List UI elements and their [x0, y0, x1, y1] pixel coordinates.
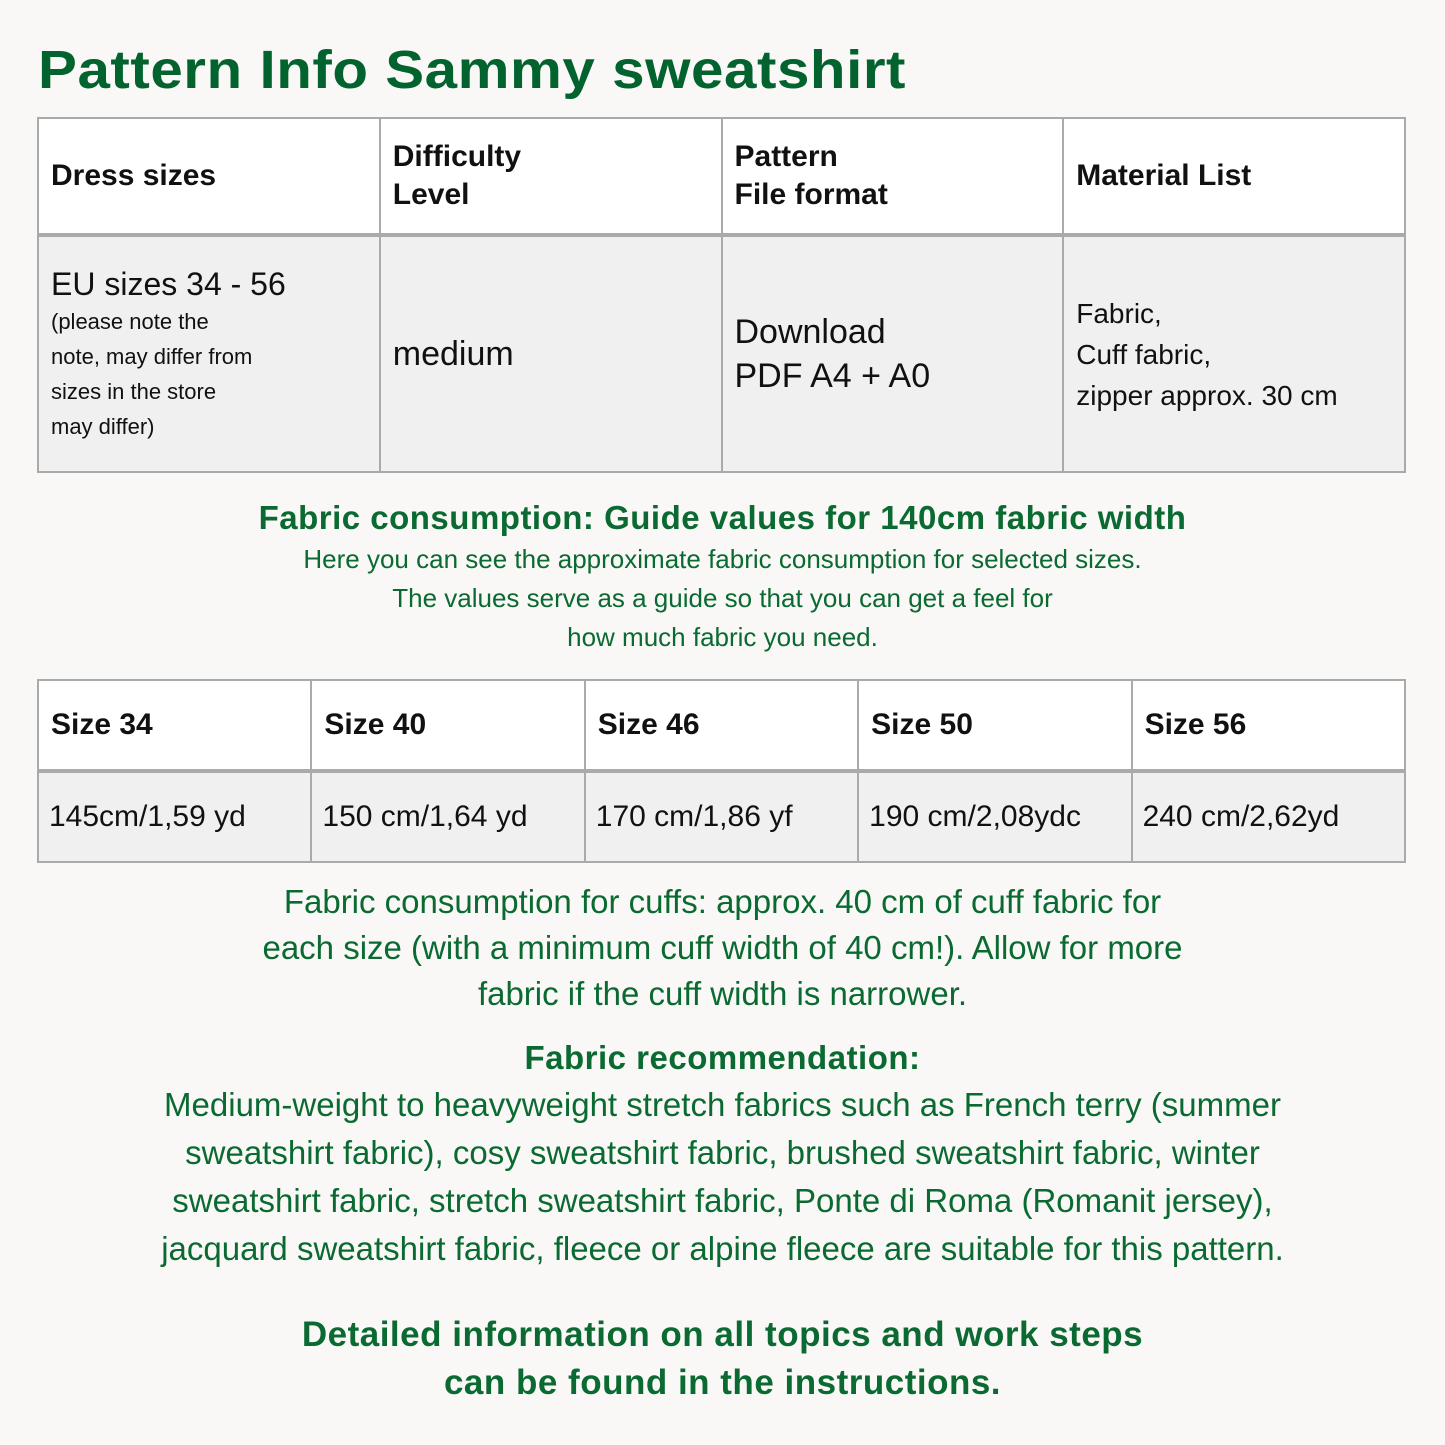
cuffs-note: Fabric consumption for cuffs: approx. 40 cm of cuff fabric for: [283, 883, 1162, 920]
consumption-value: 170 cm/1,86 yf: [585, 771, 858, 862]
consumption-value: 190 cm/2,08ydc: [858, 771, 1131, 862]
header-size: Size 56: [1132, 680, 1405, 771]
cuffs-note: each size (with a minimum cuff width of 40 cm!). Allow for more: [262, 929, 1183, 966]
header-size: Size 50: [858, 680, 1131, 771]
cell-difficulty: [380, 235, 722, 472]
header-label: Difficulty: [392, 140, 522, 173]
cell-material-list: [1063, 235, 1405, 472]
header-size: Size 46: [585, 680, 858, 771]
header-label: Level: [392, 178, 470, 211]
header-file-format: [722, 118, 1064, 235]
footer-note: Detailed information on all topics and work steps: [301, 1315, 1144, 1354]
header-label: File format: [734, 178, 888, 211]
recommendation-text: sweatshirt fabric, stretch sweatshirt fabric, Ponte di Roma (Romanit jersey),: [172, 1182, 1273, 1219]
fabric-consumption-table: [37, 679, 1406, 863]
pattern-info-table: [37, 117, 1406, 473]
recommendation-text: jacquard sweatshirt fabric, fleece or alpine fleece are suitable for this pattern.: [161, 1230, 1284, 1267]
header-label: Pattern: [734, 140, 838, 173]
consumption-intro: how much fabric you need.: [567, 622, 878, 652]
consumption-value: 150 cm/1,64 yd: [311, 771, 584, 862]
cell-dress-sizes: [38, 235, 380, 472]
header-difficulty: [380, 118, 722, 235]
header-size: Size 40: [311, 680, 584, 771]
table-row: [38, 235, 1405, 472]
consumption-value: 145cm/1,59 yd: [38, 771, 311, 862]
difficulty-value: medium: [392, 335, 514, 373]
material-item: Cuff fabric,: [1076, 338, 1212, 370]
header-material-list: [1063, 118, 1405, 235]
footer-note: can be found in the instructions.: [443, 1363, 1002, 1402]
header-label: Material List: [1076, 159, 1252, 192]
material-item: Fabric,: [1076, 297, 1162, 329]
sizes-note: may differ): [51, 414, 155, 439]
cuffs-note: fabric if the cuff width is narrower.: [477, 975, 968, 1012]
consumption-intro: Here you can see the approximate fabric consumption for selected sizes.: [303, 544, 1142, 574]
page-title: Pattern Info Sammy sweatshirt: [38, 40, 907, 100]
format-line: Download: [734, 313, 886, 351]
material-item: zipper approx. 30 cm: [1076, 379, 1338, 411]
header-label: Dress sizes: [51, 159, 217, 192]
sizes-note: note, may differ from: [51, 344, 253, 369]
header-size: Size 34: [38, 680, 311, 771]
table-header-row: [38, 680, 1405, 771]
recommendation-text: sweatshirt fabric), cosy sweatshirt fabric, brushed sweatshirt fabric, winter: [185, 1134, 1260, 1171]
format-line: PDF A4 + A0: [734, 357, 931, 395]
sizes-note: (please note the: [51, 309, 209, 334]
header-dress-sizes: [38, 118, 380, 235]
sizes-range: EU sizes 34 - 56: [51, 266, 286, 302]
recommendation-text: Medium-weight to heavyweight stretch fabrics such as French terry (summer: [164, 1086, 1281, 1123]
sizes-note: sizes in the store: [51, 379, 217, 404]
recommendation-heading: Fabric recommendation:: [524, 1039, 921, 1076]
table-header-row: [38, 118, 1405, 235]
consumption-value: 240 cm/2,62yd: [1132, 771, 1405, 862]
table-row: [38, 771, 1405, 862]
cell-file-format: [722, 235, 1064, 472]
consumption-intro: The values serve as a guide so that you can get a feel for: [392, 583, 1053, 613]
consumption-heading: Fabric consumption: Guide values for 140cm fabric width: [258, 499, 1187, 536]
